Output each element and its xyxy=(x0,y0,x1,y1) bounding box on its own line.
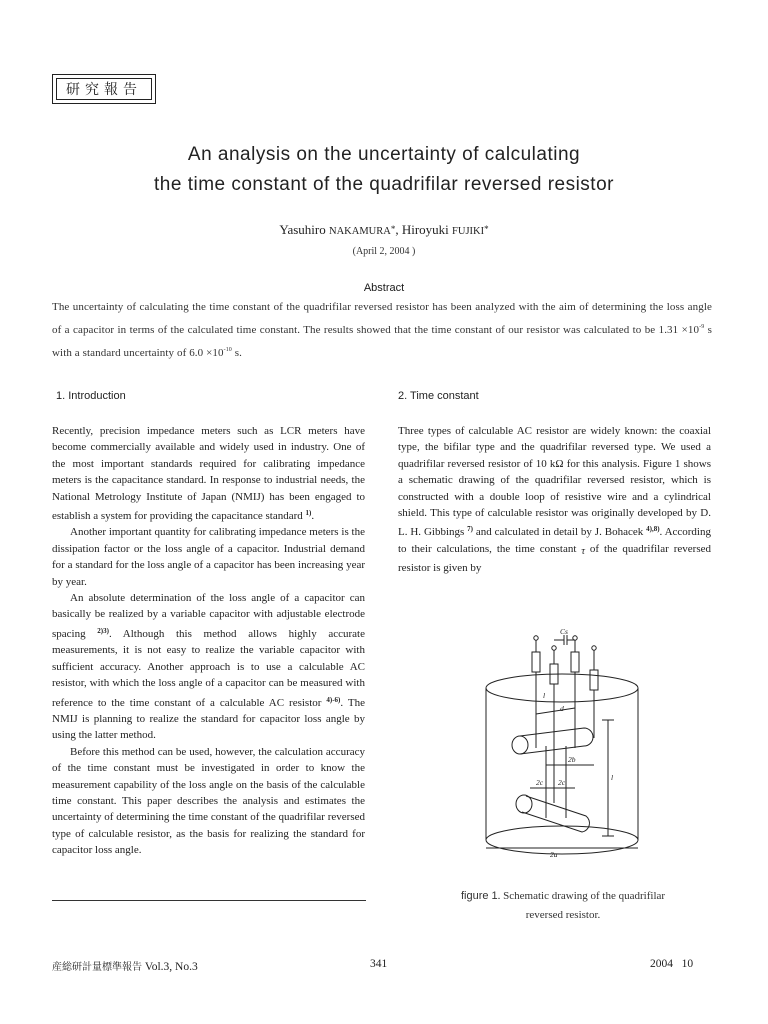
label-l: l xyxy=(611,773,614,782)
s1p3-text-b: . Although this method allows highly accurate measurements, it is not easy to realize the variable capacitor with sufficient accuracy. Another approach is to use a calculable AC resistor, with which the loss angle of a capacitor can be measured with reference to the time constant of a calculable AC resistor xyxy=(52,627,365,709)
terminal-1 xyxy=(534,636,538,640)
section-1-paragraph-1 xyxy=(52,423,365,524)
abstract-heading: Abstract xyxy=(363,282,405,294)
s2p1-text-e: of the quadrifilar reversed resistor is given by xyxy=(398,542,711,575)
report-category-box xyxy=(52,74,156,104)
post-1 xyxy=(532,652,540,672)
author-2-mark: * xyxy=(484,224,489,234)
caption-line-1 xyxy=(398,887,728,906)
label-2b: 2b xyxy=(568,755,576,764)
author-2-family: FUJIKI xyxy=(452,226,485,237)
section-1-paragraph-3 xyxy=(52,590,365,744)
upper-loop xyxy=(520,728,593,754)
footer-month: 10 xyxy=(681,958,694,970)
author-1-mark: * xyxy=(390,224,396,234)
abstract-text xyxy=(52,297,712,363)
section-1-paragraph-4: Before this method can be used, however, the calculation accuracy of the time constant must be investigated in order to know the measurement capability of the loss angle on the basis of the calculable time constant. This paper describes the analysis and estimates the uncertainty of determining the time constant of the quadrifilar reversed type of calculable resistor, as the basis for realizing the standard for capacitor loss angle. xyxy=(52,745,365,857)
paper-title xyxy=(60,140,708,200)
label-2a: 2a xyxy=(550,850,558,859)
footer-journal: 産総研計量標準報告 xyxy=(52,962,142,973)
label-2c-left: 2c xyxy=(536,778,544,787)
terminal-2 xyxy=(552,646,556,650)
s2p1-text-d: . According to their calculations, the time constant xyxy=(398,526,711,555)
s2p1-text-a: Three types of calculable AC resistor are widely known: the coaxial type, the bifilar type and the quadrifilar reversed type. We used a quadrifilar reversed resistor of 10 k xyxy=(398,425,711,470)
lower-loop-end xyxy=(516,795,532,813)
footer-year: 2004 xyxy=(650,958,673,970)
footer-journal-info xyxy=(52,958,198,973)
section-1-paragraph-2: Another important quantity for calibrating impedance meters is the dissipation factor or the loss angle of a capacitor. Industrial demand for a standard for the loss angle of a capacitor has been increasing year by year. xyxy=(52,526,365,588)
s2p1-text-c: and calculated in detail by J. Bohacek xyxy=(473,526,647,539)
label-cs: Cs xyxy=(560,628,568,636)
label-2c-right: 2c xyxy=(558,778,566,787)
abstract-part-1: The uncertainty of calculating the time constant of the quadrifilar reversed resistor has been analyzed with the aim of determining the loss angle of a capacitor in terms of the calculated time constant. The results showed that the time constant of our resistor was calculated to be 1.31 ×10 xyxy=(52,301,712,336)
author-1-family: NAKAMURA xyxy=(328,226,391,237)
tau-symbol: τ xyxy=(581,545,585,557)
cylinder-bottom-ellipse xyxy=(486,826,638,854)
s1p3-text-a: An absolute determination of the loss angle of a capacitor can basically be realized by a variable capacitor with adjustable electrode spacing xyxy=(52,592,365,640)
label-l1: l xyxy=(543,691,546,700)
abstract-part-3: s. xyxy=(231,347,243,359)
post-4 xyxy=(590,670,598,690)
s2p1-text-b: for this analysis. Figure 1 shows a schematic drawing of the quadrifilar reversed resistor, which is constructed with a double loop of resistive wire and a cylindrical shield. This type of calculable resistor was originally developed by D. L. H. Gibbings xyxy=(398,457,711,539)
post-3 xyxy=(571,652,579,672)
section-2-paragraph-1 xyxy=(398,423,711,577)
s1p3-text-c: . The NMIJ is planning to realize the standard for capacitor loss angle by using the latter method. xyxy=(52,696,365,742)
footer-volume: Vol.3, No.3 xyxy=(144,961,198,973)
s1p3-ref-2: 4)-6) xyxy=(326,695,341,704)
title-line-1: An analysis on the uncertainty of calculating xyxy=(187,144,581,165)
author-1-given: Yasuhiro xyxy=(279,222,326,237)
figure-1-caption xyxy=(398,887,728,925)
terminal-4 xyxy=(592,646,596,650)
caption-label: figure 1 xyxy=(460,890,498,902)
abstract-exponent-1: -9 xyxy=(699,324,705,330)
abstract-part-2: s with a standard uncertainty of 6.0 ×10 xyxy=(52,324,712,359)
dim-d xyxy=(536,708,575,714)
cylinder-top-ellipse xyxy=(486,674,638,702)
caption-text-1: . Schematic drawing of the quadrifilar xyxy=(497,890,666,902)
author-list: Yasuhiro NAKAMURA*, Hiroyuki FUJIKI* xyxy=(279,222,489,237)
footnote-rule xyxy=(52,900,366,901)
author-2-given: Hiroyuki xyxy=(401,222,449,237)
s2p1-ref-b: 4),8) xyxy=(646,525,660,534)
label-d: d xyxy=(560,704,564,713)
abstract-exponent-2: -10 xyxy=(223,347,232,353)
title-line-2: the time constant of the quadrifilar reversed resistor xyxy=(154,174,614,195)
report-category-label: 研究報告 xyxy=(56,78,152,100)
caption-line-2: reversed resistor. xyxy=(525,909,601,921)
s2p1-ref-a: 7) xyxy=(467,525,474,534)
s1p3-ref-1: 2)3) xyxy=(97,626,109,635)
s1p1-text-b: . xyxy=(311,510,315,523)
section-1-body xyxy=(52,423,365,859)
footer-page-number: 341 xyxy=(370,958,388,970)
s1p1-text-a: Recently, precision impedance meters such as LCR meters have become commercially available and widely used in industry. One of the most important standards required for calibrating impedance meters is the capacitance standard. In response to industrial needs, the National Metrology Institute of Japan (NMIJ) has been engaged to establish a system for providing the capacitance standard xyxy=(52,425,365,523)
received-date: (April 2, 2004 ) xyxy=(352,246,416,257)
upper-loop-end xyxy=(512,736,528,754)
footer-date xyxy=(650,958,693,970)
s1p1-ref: 1) xyxy=(305,509,312,518)
omega-symbol: Ω xyxy=(555,457,564,470)
section-2-heading: 2. Time constant xyxy=(398,390,479,402)
section-1-heading: 1. Introduction xyxy=(56,390,126,402)
figure-1-drawing xyxy=(472,628,652,878)
section-2-body xyxy=(398,423,711,577)
